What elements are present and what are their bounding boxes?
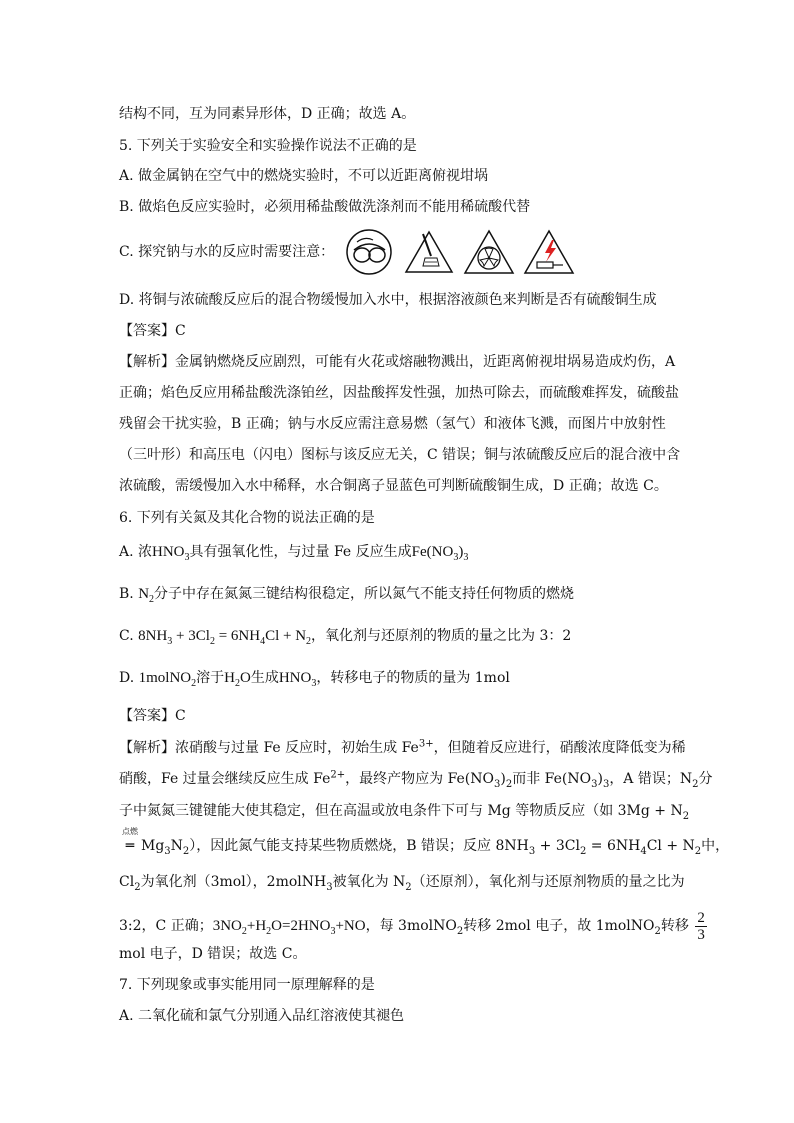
q5-explanation-line: 正确；焰色反应用稀盐酸洗涤铂丝，因盐酸挥发性强，加热可除去，而硫酸难挥发，硫酸盐 (119, 385, 679, 401)
glasses-icon (343, 228, 395, 276)
text-line: 结构不同，互为同素异形体，D 正确；故选 A。 (119, 106, 416, 122)
question-5-stem: 5. 下列关于实验安全和实验操作说法不正确的是 (119, 138, 417, 154)
q5-answer: 【答案】C (119, 323, 186, 339)
q6-explanation-line: 3:2，C 正确；$3NO_2+H_2O=2HNO_3+NO$，每 3molNO$_2$转移 2mol 电子，故 1molNO$_2$转移 $\frac{2}{3}$ (119, 909, 705, 943)
q6-explanation-line: mol 电子，D 错误；故选 C。 (119, 946, 307, 962)
q5-explanation-line: 【解析】金属钠燃烧反应剧烈，可能有火花或熔融物溅出，近距离俯视坩埚易造成灼伤，A (119, 354, 676, 370)
q5-explanation-line: 残留会干扰实验，B 正确；钠与水反应需注意易燃（氢气）和液体飞溅，而图片中放射性 (119, 416, 666, 432)
q6-explanation-line: $Cl_2$为氧化剂（3mol），2molNH$_3$被氧化为 $N_2$（还原剂），氧化剂与还原剂物质的量之比为 (119, 874, 685, 893)
radiation-icon (463, 228, 515, 276)
q5-option-c (119, 228, 575, 276)
q5-option-b: B. 做焰色反应实验时，必须用稀盐酸做洗涤剂而不能用稀硫酸代替 (119, 199, 531, 215)
q5-option-c-text: C. 探究钠与水的反应时需要注意： (119, 244, 335, 260)
question-6-stem: 6. 下列有关氮及其化合物的说法正确的是 (119, 510, 375, 526)
knife-caution-icon (403, 228, 455, 276)
q6-explanation-line: 硝酸，Fe 过量会继续反应生成 $Fe^{2+}$，最终产物应为 $Fe(NO_3)_2$而非 $Fe(NO_3)_3$，A 错误；$N_2$分 (119, 769, 713, 790)
q6-explanation-line: 子中氮氮三键键能大使其稳定，但在高温或放电条件下可与 Mg 等物质反应（如 $3Mg + N_2$ (119, 803, 690, 822)
fraction: $\frac{2}{3}$ (697, 909, 705, 943)
q6-option-a: A. 浓$HNO_3$具有强氧化性，与过量 Fe 反应生成$Fe(NO_3)_3$ (119, 544, 469, 563)
reaction-condition: 点燃 ═ (122, 827, 138, 854)
q7-option-a: A. 二氧化硫和氯气分别通入品红溶液使其褪色 (119, 1008, 405, 1024)
q5-explanation-line: （三叶形）和高压电（闪电）图标与该反应无关，C 错误；铜与浓硫酸反应后的混合液中含 (119, 447, 681, 463)
q6-option-d: D. 1molNO$_2$溶于$H_2O$生成$HNO_3$，转移电子的物质的量为 1mol (119, 670, 510, 689)
safety-icons (343, 228, 575, 276)
q6-explanation-line: 【解析】浓硝酸与过量 Fe 反应时，初始生成 $Fe^{3+}$，但随着反应进行，硝酸浓度降低变为稀 (119, 738, 686, 756)
q6-option-b: B. $N_2$分子中存在氮氮三键结构很稳定，所以氮气不能支持任何物质的燃烧 (119, 586, 575, 605)
q5-option-d: D. 将铜与浓硫酸反应后的混合物缓慢加入水中，根据溶液颜色来判断是否有硫酸铜生成 (119, 292, 657, 308)
q6-answer: 【答案】C (119, 708, 186, 724)
q6-option-c: C. $8NH_3 + 3Cl_2 = 6NH_4Cl + N_2$，氧化剂与还原剂的物质的量之比为 3：2 (119, 628, 572, 647)
q5-explanation-line: 浓硫酸，需缓慢加入水中稀释，水合铜离子显蓝色可判断硫酸铜生成，D 正确；故选 C。 (119, 478, 668, 494)
q6-explanation-line: 点燃 ═ $Mg_3N_2$），因此氮气能支持某些物质燃烧，B 错误；反应 $8NH_3 + 3Cl_2 = 6NH_4Cl + N_2$中， (119, 836, 729, 856)
high-voltage-icon (523, 228, 575, 276)
q5-option-a: A. 做金属钠在空气中的燃烧实验时，不可以近距离俯视坩埚 (119, 168, 489, 184)
question-7-stem: 7. 下列现象或事实能用同一原理解释的是 (119, 977, 375, 993)
